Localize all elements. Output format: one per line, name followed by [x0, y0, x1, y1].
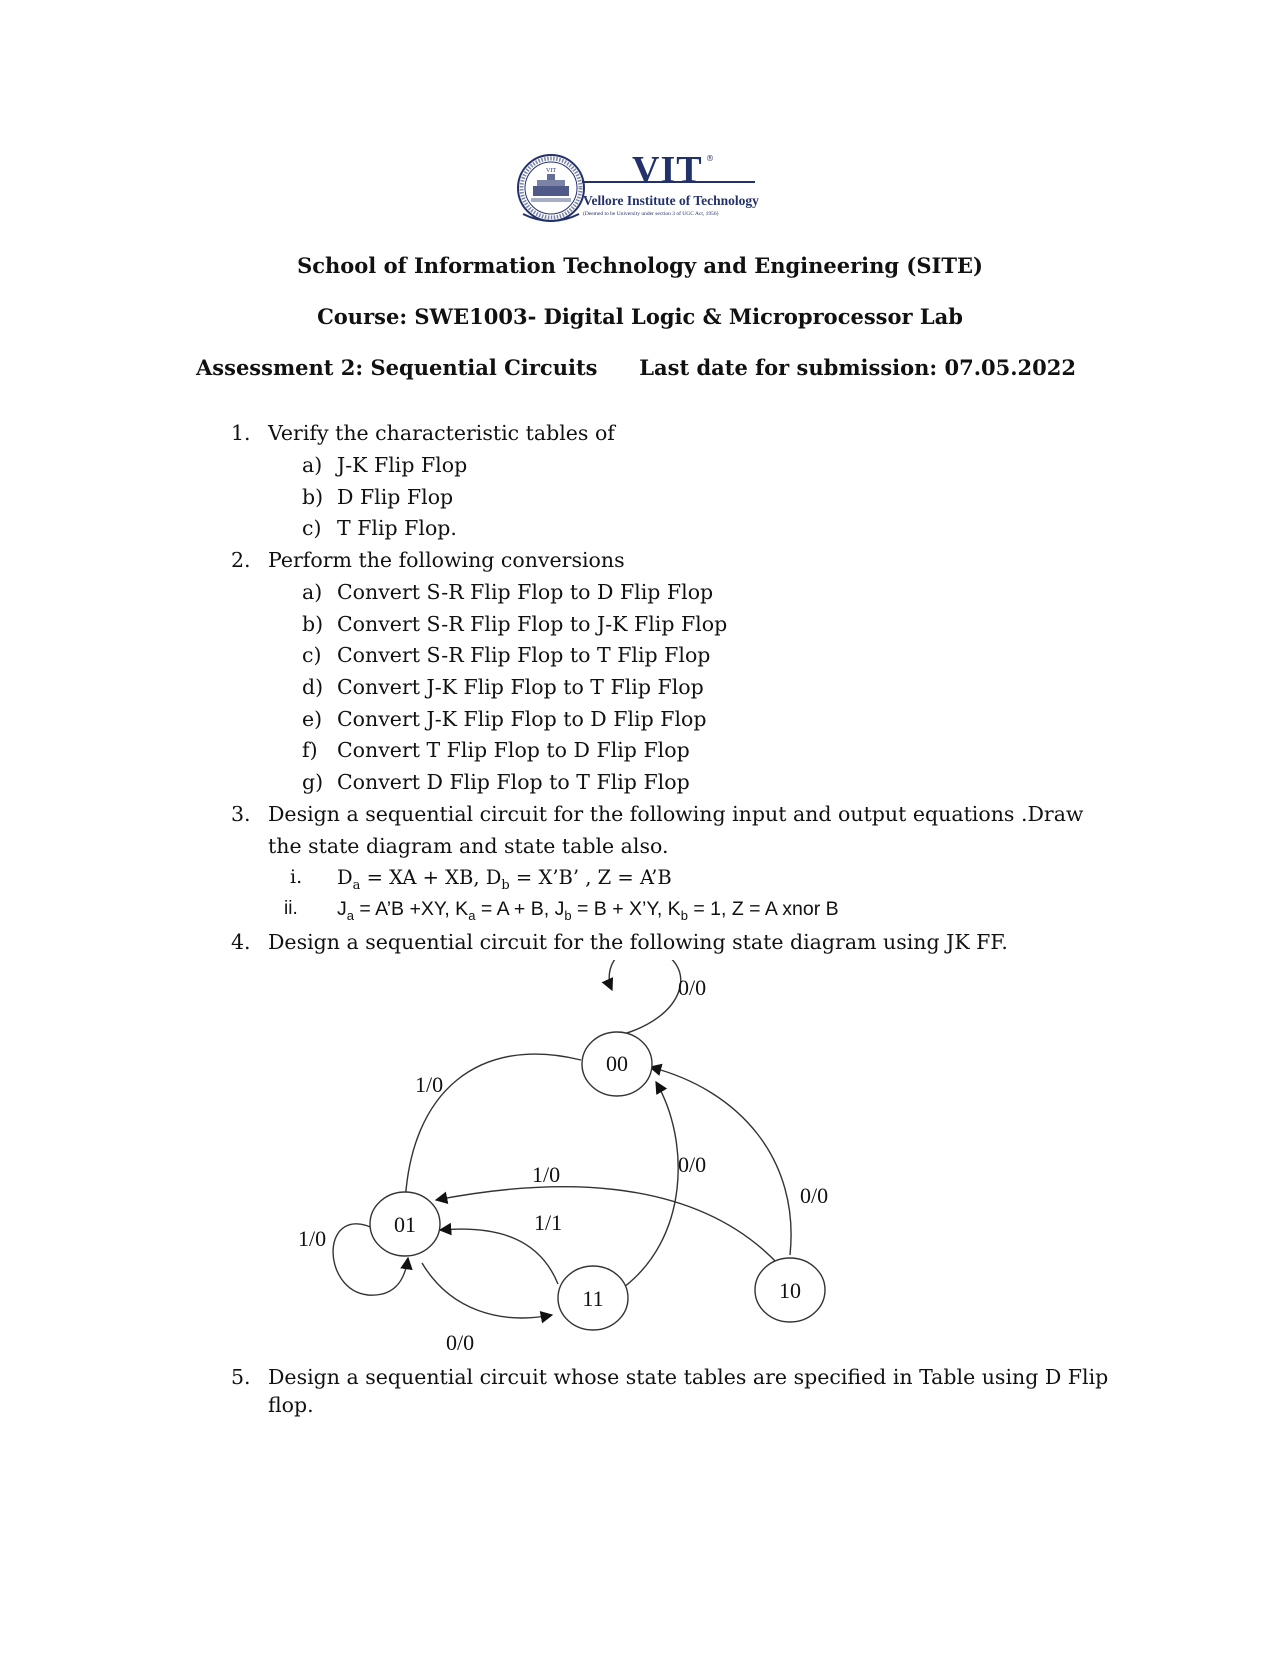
question-text-continued: the state diagram and state table also. — [268, 834, 669, 858]
school-heading: School of Information Technology and Engineering (SITE) — [297, 253, 983, 278]
transition-label: 1/0 — [298, 1226, 327, 1251]
question-text: Verify the characteristic tables of — [268, 421, 615, 445]
equation-2: $J_a$ = A’B +XY, $K_a = A + B$, $J_b = B$ + X’Y, $K_b = 1$, Z = A xnor B — [337, 898, 839, 923]
transition-11-00 — [620, 1082, 678, 1290]
question-text: Design a sequential circuit whose state tables are specified in Table using D Flip — [268, 1365, 1109, 1389]
item-label: f) — [302, 738, 318, 762]
transition-10-00 — [650, 1067, 791, 1255]
question-text: Design a sequential circuit for the following input and output equations .Draw — [268, 802, 1084, 826]
transition-label: 0/0 — [446, 1330, 475, 1355]
item-label: g) — [302, 770, 324, 794]
question-number: 5. — [231, 1365, 251, 1389]
submission-deadline: Last date for submission: 07.05.2022 — [639, 355, 1076, 380]
list-item: D Flip Flop — [337, 485, 454, 509]
state-label: 10 — [779, 1278, 801, 1303]
equation-label: i. — [290, 866, 303, 888]
list-item: T Flip Flop. — [337, 516, 457, 540]
transition-label: 1/1 — [534, 1210, 563, 1235]
transition-11-01 — [440, 1229, 558, 1284]
svg-text:VIT: VIT — [546, 168, 556, 174]
transition-label: 0/0 — [678, 975, 707, 1000]
equation-label: ii. — [284, 898, 298, 919]
transition-label: 1/0 — [415, 1072, 444, 1097]
institute-name: Vellore Institute of Technology — [583, 193, 759, 208]
transition-label: 0/0 — [800, 1183, 829, 1208]
list-item: J-K Flip Flop — [337, 453, 468, 477]
item-label: e) — [302, 707, 323, 731]
question-text: Perform the following conversions — [268, 548, 625, 572]
question-text-continued: flop. — [268, 1393, 314, 1417]
item-label: d) — [302, 675, 324, 699]
institute-tagline: (Deemed to be University under section 3 of UGC Act, 1956) — [583, 211, 719, 217]
vit-wordmark: VIT — [632, 149, 703, 191]
item-label: a) — [302, 580, 323, 604]
transition-10-01 — [436, 1187, 779, 1265]
list-item: Convert S-R Flip Flop to J-K Flip Flop — [337, 612, 728, 636]
transition-label: 0/0 — [678, 1152, 707, 1177]
item-label: c) — [302, 643, 322, 667]
list-item: Convert J-K Flip Flop to T Flip Flop — [337, 675, 704, 699]
state-label: 01 — [394, 1212, 416, 1237]
item-label: c) — [302, 516, 322, 540]
list-item: Convert S-R Flip Flop to T Flip Flop — [337, 643, 711, 667]
assessment-title: Assessment 2: Sequential Circuits — [196, 355, 598, 380]
question-number: 3. — [231, 802, 251, 826]
list-item: Convert J-K Flip Flop to D Flip Flop — [337, 707, 707, 731]
question-number: 1. — [231, 421, 251, 445]
state-label: 11 — [582, 1286, 604, 1311]
course-heading: Course: SWE1003- Digital Logic & Microprocessor Lab — [317, 304, 963, 329]
transition-01-11 — [422, 1263, 552, 1318]
item-label: a) — [302, 453, 323, 477]
state-diagram — [280, 960, 840, 1360]
equation-1: $D_a$ = XA + XB, $D_b$ = X’B’ , Z = A’B — [337, 866, 672, 893]
list-item: Convert S-R Flip Flop to D Flip Flop — [337, 580, 714, 604]
item-label: b) — [302, 485, 324, 509]
state-label: 00 — [606, 1051, 628, 1076]
list-item: Convert T Flip Flop to D Flip Flop — [337, 738, 690, 762]
item-label: b) — [302, 612, 324, 636]
question-number: 4. — [231, 930, 251, 954]
registered-mark: ® — [706, 154, 714, 163]
question-text: Design a sequential circuit for the following state diagram using JK FF. — [268, 930, 1008, 954]
transition-00-00 — [609, 960, 680, 1037]
list-item: Convert D Flip Flop to T Flip Flop — [337, 770, 690, 794]
transition-label: 1/0 — [532, 1162, 561, 1187]
question-number: 2. — [231, 548, 251, 572]
